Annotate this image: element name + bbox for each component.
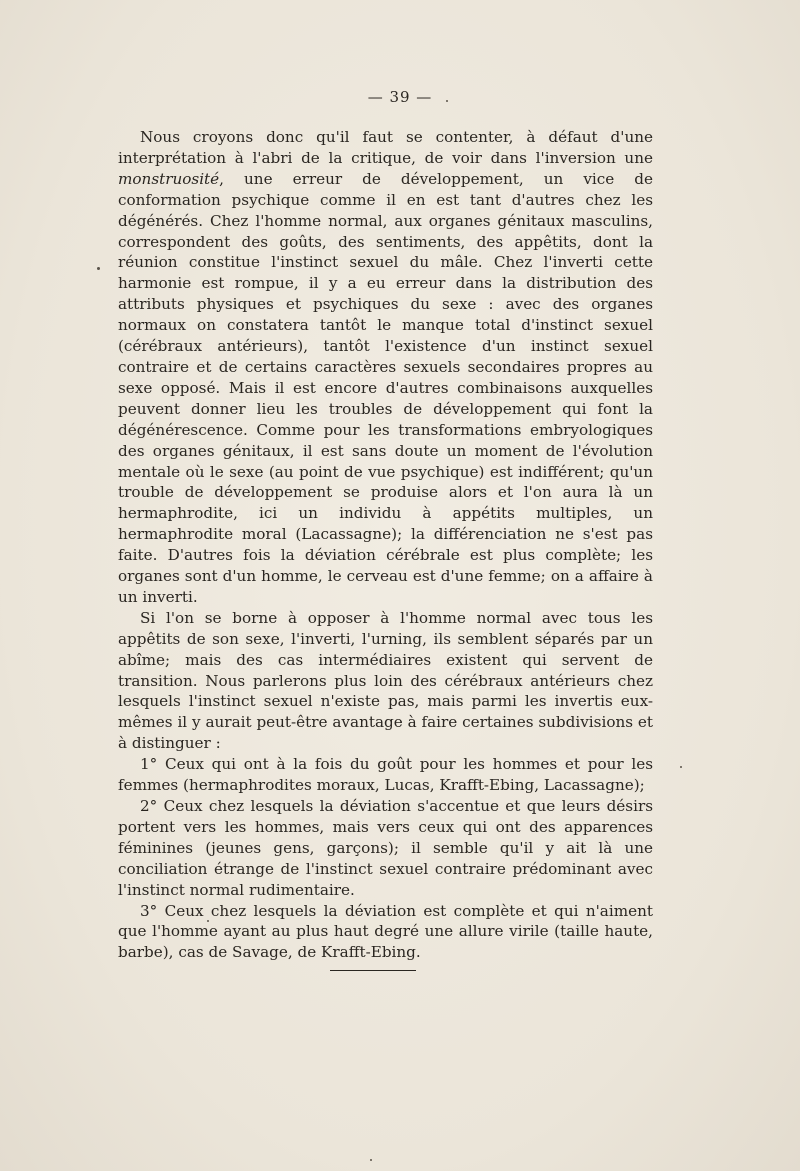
paragraph-1-rest: , une erreur de développement, un vice de conformation psychique comme il en est tant d'autres chez les dégénérés. Chez l'homme normal, aux organes génitaux masculins, correspondent des goûts, des sentiments, des appêtits, dont la réunion constitue l'instinct sexuel du mâle. Chez l'inverti cette harmonie est rompue, il y a eu erreur dans la distribution des attributs physiques et psychiques du sexe : avec des organes normaux on constatera tantôt le manque total d'instinct sexuel (cérébraux antérieurs), tantôt l'existence d'un instinct sexuel contraire et de certains caractères sexuels secondaires propres au sexe opposé. Mais il est encore d'autres combinaisons auxquelles peuvent donner lieu les troubles de développement qui font la dégénérescence. Comme pour les transformations embryologiques des organes génitaux, il est sans doute un moment de l'évolution mentale où le sexe (au point de vue psychique) est indifférent; qu'un trouble de développement se produise alors et l'on aura là un hermaphrodite, ici un individu à appétits multiples, un hermaphrodite moral (Lacassagne); la différenciation ne s'est pas faite. D'autres fois la déviation cérébrale est plus complète; les organes sont d'un homme, le cerveau est d'une femme; on a affaire à un inverti.: [118, 169, 653, 606]
paragraph-2: Si l'on se borne à opposer à l'homme normal avec tous les appêtits de son sexe, l'inverti, l'urning, ils semblent séparés par un abîme; mais des cas intermédiaires existent qui servent de transition. Nous parlerons plus loin des cérébraux antérieurs chez lesquels l'instinct sexuel n'existe pas, mais parmi les invertis eux-mêmes il y aurait peut-être avantage à faire certaines subdivisions et à distinguer :: [118, 608, 653, 753]
paper-speck: [370, 1159, 372, 1161]
italic-term: monstruosité: [118, 169, 220, 188]
body-text: [118, 127, 653, 963]
paragraph-1-start: Nous croyons donc qu'il faut se contenter, à défaut d'une interprétation à l'abri de la critique, de voir dans l'inversion une: [118, 128, 653, 167]
paper-speck: [207, 920, 209, 922]
page-number: — 39 —: [367, 88, 433, 106]
list-item-3: 3° Ceux chez lesquels la déviation est complète et qui n'aiment que l'homme ayant au plus haut degré une allure virile (taille haute, barbe), cas de Savage, de Krafft-Ebing.: [118, 901, 653, 962]
list-item-2: 2° Ceux chez lesquels la déviation s'accentue et que leurs désirs portent vers les hommes, mais vers ceux qui ont des apparences féminines (jeunes gens, garçons); il semble qu'il y ait là une conciliation étrange de l'instinct sexuel contraire prédominant avec l'instinct normal rudimentaire.: [118, 797, 653, 899]
paper-speck: [97, 267, 100, 270]
end-rule: [330, 970, 416, 971]
paper-speck: [446, 100, 448, 102]
paragraph-1: [118, 127, 653, 608]
paper-speck: [680, 766, 682, 768]
list-item-1: 1° Ceux qui ont à la fois du goût pour les hommes et pour les femmes (hermaphrodites moraux, Lucas, Krafft-Ebing, Lacassagne);: [118, 755, 653, 795]
